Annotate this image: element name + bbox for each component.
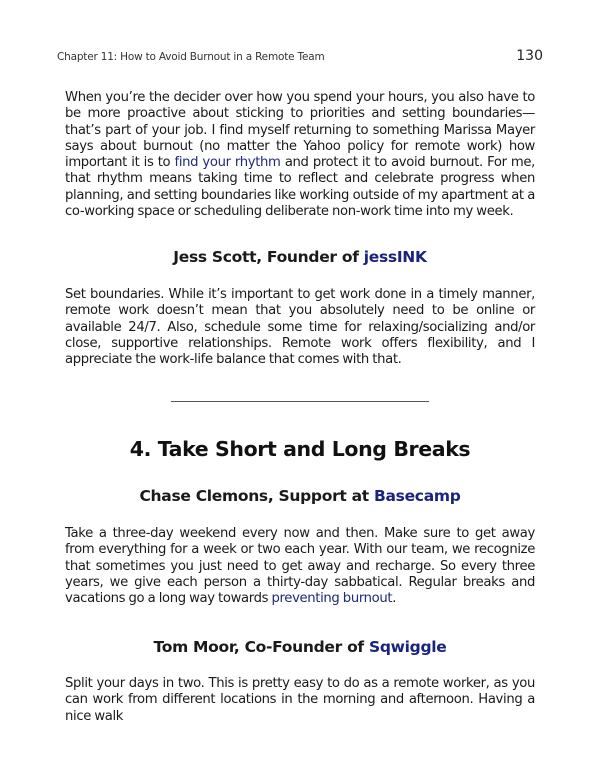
chapter-title: Chapter 11: How to Avoid Burnout in a Remote Team [57,51,325,63]
page-number: 130 [516,48,543,64]
preventing-burnout-link[interactable]: preventing burnout [271,591,393,607]
contributor-heading-chase-clemons [0,487,600,505]
quote-text-after-link: . [392,591,397,607]
intro-paragraph [65,90,535,220]
contributor-quote-tom-moor: Split your days in two. This is pretty easy to do as a remote worker, as you can work from different locations in the morning and afternoon. Having a nice walk [65,676,535,724]
running-header [57,48,543,66]
company-link-jessink[interactable]: jessINK [363,248,427,266]
quote-text-before-link: Take a three-day weekend every now and then. Make sure to get away from everything for a week or two each year. With our team, we recognize that sometimes you just need to get away and recharge. So every three years, we give each person a thirty-day sabbatical. Regular breaks and vacations go a long way towards [65,526,535,607]
company-link-basecamp[interactable]: Basecamp [374,487,461,505]
contributor-quote-jess-scott: Set boundaries. While it’s important to get work done in a timely manner, remote work doesn’t mean that you absolutely need to be online or available 24/7. Also, schedule some time for relaxing/socializing and/or close, supportive relationships. Remote work offers flexibility, and I appreciate the work-life balance that comes with that. [65,287,535,368]
contributor-heading-jess-scott [0,248,600,266]
contributor-name-role: Tom Moor, Co-Founder of [153,638,369,656]
contributor-heading-tom-moor [0,638,600,656]
section-heading: 4. Take Short and Long Breaks [129,437,471,461]
company-link-sqwiggle[interactable]: Sqwiggle [368,638,447,656]
intro-text-before-link: When you’re the decider over how you spend your hours, you also have to be more proactive about sticking to priorities and setting boundaries—that’s part of your job. I find myself returning to something Marissa Mayer says about burnout (no matter the Yahoo policy for remote work) how important it is to [65,90,535,171]
section-divider [171,401,429,402]
intro-text-after-link: and protect it to avoid burnout. For me, that rhythm means taking time to reflect and celebrate progress when planning, and setting boundaries like working outside of my apartment at a co-working space or scheduling deliberate non-work time into my week. [65,155,535,220]
contributor-name-role: Jess Scott, Founder of [173,248,364,266]
contributor-name-role: Chase Clemons, Support at [139,487,374,505]
find-your-rhythm-link[interactable]: find your rhythm [174,155,281,171]
contributor-quote-chase-clemons [65,526,535,607]
